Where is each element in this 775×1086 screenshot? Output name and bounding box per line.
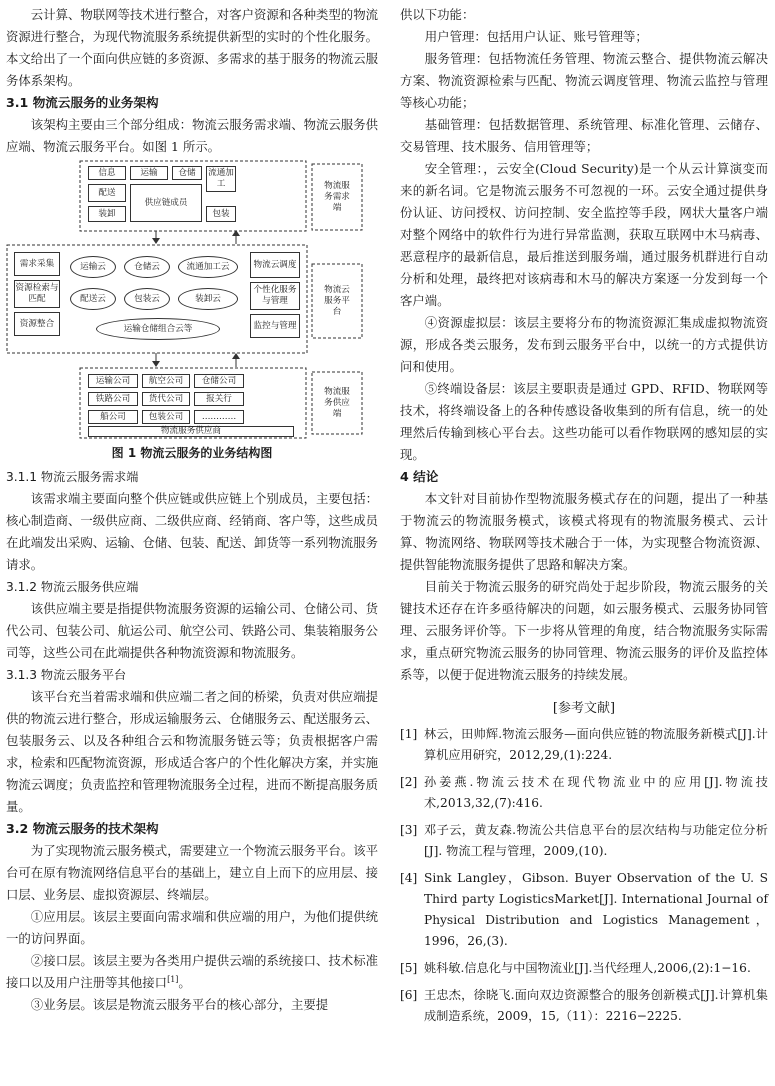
reference-number: [4] bbox=[400, 871, 418, 885]
fig-top-center: 供应链成员 bbox=[130, 184, 202, 222]
fig-mid-left: 资源检索与匹配 bbox=[14, 280, 60, 308]
fig-cloud-oval: 仓储云 bbox=[124, 256, 170, 278]
fig-top-cell: 仓储 bbox=[172, 166, 202, 180]
reference-item bbox=[400, 772, 768, 814]
fig-top-cell: 包装 bbox=[206, 206, 236, 222]
fig-cloud-oval: 包装云 bbox=[124, 288, 170, 310]
fig-cloud-oval: 配送云 bbox=[70, 288, 116, 310]
fig-top-cell: 装卸 bbox=[88, 206, 126, 222]
reference-item bbox=[400, 868, 768, 952]
fig-cloud-oval: 装卸云 bbox=[178, 288, 238, 310]
reference-item bbox=[400, 820, 768, 862]
reference-text: 姚科敏.信息化与中国物流业[J].当代经理人,2006,(2):1−16. bbox=[424, 961, 751, 975]
layer-3-paragraph: ③业务层。该层是物流云服务平台的核心部分，主要提 bbox=[30, 997, 329, 1012]
reference-text: 邓子云，黄友森.物流公共信息平台的层次结构与功能定位分析[J]. 物流工程与管理，2009,(10). bbox=[424, 823, 768, 858]
section-3-1-2-heading: 3.1.2 物流云服务供应端 bbox=[6, 580, 139, 594]
fig-bot-cell: 货代公司 bbox=[142, 392, 190, 406]
fig-bot-cell: 包装公司 bbox=[142, 410, 190, 424]
reference-text: Sink Langley，Gibson. Buyer Observation of the U. S Third party LogisticsMarket[J]. International Journal of Physical Distribution and Logistics Management，1996，26,(3). bbox=[424, 871, 768, 948]
figure-1 bbox=[6, 160, 378, 440]
layer-4-paragraph: ④资源虚拟层：该层主要将分布的物流资源汇集成虚拟物流资源，形成各类云服务，发布到云服务平台中，以统一的方式提供访问和使用。 bbox=[400, 315, 768, 374]
base-management: 基础管理：包括数据管理、系统管理、标准化管理、云储存、交易管理、技术服务、信用管理等； bbox=[400, 117, 768, 154]
section-3-1-heading: 3.1 物流云服务的业务架构 bbox=[6, 95, 159, 110]
fig-bot-cell: 铁路公司 bbox=[88, 392, 138, 406]
user-management: 用户管理：包括用户认证、账号管理等； bbox=[424, 29, 648, 44]
layer-1-paragraph: ①应用层。该层主要面向需求端和供应端的用户，为他们提供统一的访问界面。 bbox=[6, 909, 378, 946]
layer-2-end: 。 bbox=[178, 975, 191, 990]
fig-supply-side-label: 物流服务供应端 bbox=[320, 376, 354, 430]
fig-bot-cell: 报关行 bbox=[194, 392, 244, 406]
layer-5-paragraph: ⑤终端设备层：该层主要职责是通过 GPD、RFID、物联网等技术，将终端设备上的各种传感设备收集到的所有信息，统一的处理然后传输到核心平台去。这些功能可以看作物联网的感知层的实现。 bbox=[400, 381, 768, 462]
fig-mid-left: 资源整合 bbox=[14, 312, 60, 336]
continuation-line: 供以下功能： bbox=[400, 7, 475, 22]
section-3-2-body: 为了实现物流云服务模式，需要建立一个物流云服务平台。该平台可在原有物流网络信息平台的基础上，建立自上而下的应用层、接口层、业务层、虚拟资源层、终端层。 bbox=[6, 843, 378, 902]
reference-number: [1] bbox=[400, 727, 418, 741]
references-list bbox=[400, 724, 768, 1027]
fig-top-cell: 信息 bbox=[88, 166, 126, 180]
section-3-1-3-heading: 3.1.3 物流云服务平台 bbox=[6, 668, 127, 682]
reference-item bbox=[400, 724, 768, 766]
fig-top-cell: 运输 bbox=[130, 166, 168, 180]
fig-mid-right: 个性化服务与管理 bbox=[250, 282, 300, 310]
reference-number: [2] bbox=[400, 775, 418, 789]
reference-number: [3] bbox=[400, 823, 418, 837]
section-3-1-1-body: 该需求端主要面向整个供应链或供应链上个别成员，主要包括：核心制造商、一级供应商、二级供应商、经销商、客户等，这些成员在此端发出采购、运输、仓储、包装、配送、卸货等一系列物流服务请求。 bbox=[6, 491, 378, 572]
fig-platform-side-label: 物流云服务平台 bbox=[320, 270, 354, 332]
security-management: 安全管理：，云安全(Cloud Security)是一个从云计算演变而来的新名词。它是物流云服务不可忽视的一环。云安全通过提供身份认证、访问授权、访问控制、安全监控等手段，网状大量客户端对整个网络中的软件行为进行异常监测，获取互联网中木马病毒、恶意程序的最新信息，最后推送到服务端，通过服务机群进行自动分析和处理，最终把对该病毒和木马的解决方案逐一分发到每一个客户端。 bbox=[400, 161, 768, 308]
section-3-1-2-body: 该供应端主要是指提供物流服务资源的运输公司、仓储公司、货代公司、包装公司、航运公司、航空公司、铁路公司、集装箱服务公司等，这些公司在此端提供各种物流资源和物流服务。 bbox=[6, 601, 378, 660]
fig-bot-cell: 仓储公司 bbox=[194, 374, 244, 388]
fig-top-cell: 流通加工 bbox=[206, 166, 236, 192]
citation-1: [1] bbox=[167, 974, 179, 984]
fig-bot-cell: 运输公司 bbox=[88, 374, 138, 388]
section-3-1-body: 该架构主要由三个部分组成：物流云服务需求端、物流云服务供应端、物流云服务平台。如图 1 所示。 bbox=[6, 117, 378, 154]
section-3-2-heading: 3.2 物流云服务的技术架构 bbox=[6, 821, 159, 836]
fig-cloud-oval: 流通加工云 bbox=[178, 256, 238, 278]
section-3-1-3-body: 该平台充当着需求端和供应端二者之间的桥梁，负责对供应端提供的物流云进行整合，形成运输服务云、仓储服务云、配送服务云、包装服务云、以及各种组合云和物流服务链云等；负责根据客户需求，检索和匹配物流资源，形成适合客户的个性化解决方案，并实施物流云调度；负责监控和管理物流服务全过程，进而不断提高服务质量。 bbox=[6, 689, 378, 814]
fig-bot-cell: 航空公司 bbox=[142, 374, 190, 388]
reference-item bbox=[400, 958, 768, 979]
fig-mid-left: 需求采集 bbox=[14, 252, 60, 276]
figure-1-caption: 图 1 物流云服务的业务结构图 bbox=[111, 446, 273, 460]
reference-number: [6] bbox=[400, 988, 418, 1002]
references-heading: [参考文献] bbox=[552, 701, 616, 716]
reference-item bbox=[400, 985, 768, 1027]
right-column bbox=[400, 4, 768, 1033]
fig-supplier-bar: 物流服务供应商 bbox=[88, 426, 294, 437]
section-3-1-1-heading: 3.1.1 物流云服务需求端 bbox=[6, 470, 139, 484]
fig-mid-right: 监控与管理 bbox=[250, 314, 300, 338]
intro-paragraph: 云计算、物联网等技术进行整合，对客户资源和各种类型的物流资源进行整合，为现代物流服务系统提供新型的实时的个性化服务。本文给出了一个面向供应链的多资源、多需求的基于服务的物流云服务体系架构。 bbox=[6, 7, 378, 88]
reference-number: [5] bbox=[400, 961, 418, 975]
conclusion-paragraph-2: 目前关于物流云服务的研究尚处于起步阶段，物流云服务的关键技术还存在许多亟待解决的问题，如云服务模式、云服务协同管理、云服务评价等。下一步将从管理的角度，结合物流服务实际需求，重点研究物流云服务的协同管理、物流云服务的评价及监控体系等，以便于促进物流云服务的持续发展。 bbox=[400, 579, 768, 682]
left-column bbox=[6, 4, 378, 1016]
fig-bot-cell: ………… bbox=[194, 410, 244, 424]
conclusion-paragraph-1: 本文针对目前协作型物流服务模式存在的问题，提出了一种基于物流云的物流服务模式，该模式将现有的物流服务模式、云计算、物流网络、物联网等技术融合于一体，为实现整合物流资源、提供智能物流服务提供了思路和解决方案。 bbox=[400, 491, 768, 572]
reference-text: 孙姜燕.物流云技术在现代物流业中的应用[J].物流技术,2013,32,(7):416. bbox=[424, 775, 768, 810]
fig-mid-right: 物流云调度 bbox=[250, 252, 300, 278]
service-management: 服务管理：包括物流任务管理、物流云整合、提供物流云解决方案、物流资源检索与匹配、物流云调度管理、物流云监控与管理等核心功能； bbox=[400, 51, 768, 110]
fig-cloud-oval: 运输云 bbox=[70, 256, 116, 278]
layer-2-text: ②接口层。该层主要为各类用户提供云端的系统接口、技术标准接口以及用户注册等其他接口 bbox=[6, 953, 378, 990]
reference-text: 林云，田帅辉.物流云服务—面向供应链的物流服务新模式[J].计算机应用研究，2012,29,(1):224. bbox=[424, 727, 768, 762]
fig-combo-cloud-oval: 运输仓储组合云等 bbox=[96, 318, 220, 340]
layer-2-paragraph bbox=[6, 950, 378, 994]
fig-demand-side-label: 物流服务需求端 bbox=[320, 170, 354, 224]
fig-top-cell: 配送 bbox=[88, 184, 126, 202]
reference-text: 王忠杰，徐晓飞.面向双边资源整合的服务创新模式[J].计算机集成制造系统，2009，15,（11）：2216−2225. bbox=[424, 988, 768, 1023]
fig-bot-cell: 船公司 bbox=[88, 410, 138, 424]
section-4-heading: 4 结论 bbox=[400, 469, 439, 484]
